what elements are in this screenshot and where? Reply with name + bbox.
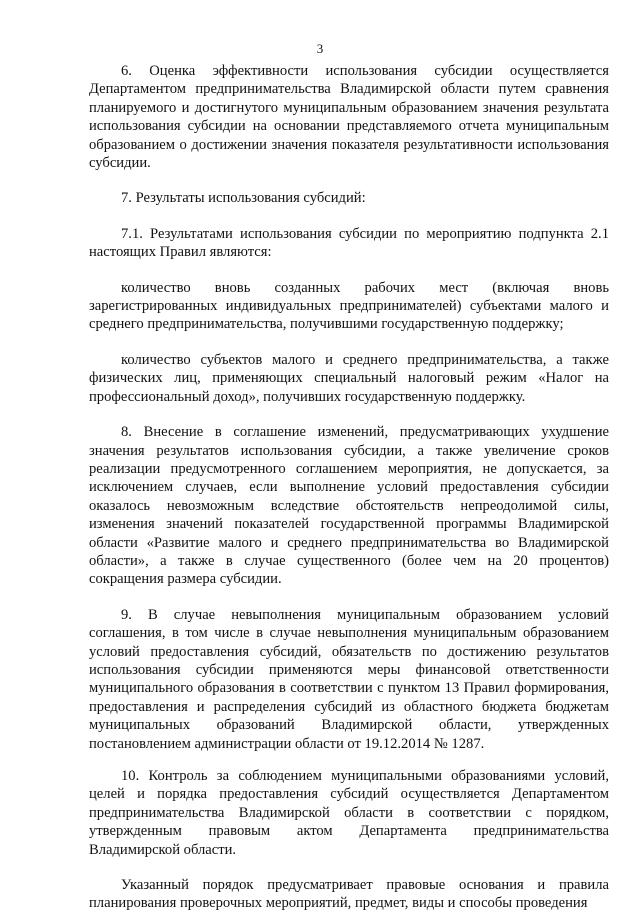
paragraph-supported-entities: количество субъектов малого и среднего предпринимательства, а также физических лиц, применяющих специальный налоговый режим «Налог на профессиональный доход», получивших государственную поддержку. — [89, 351, 609, 405]
paragraph-9-non-fulfillment: 9. В случае невыполнения муниципальным образованием условий соглашения, в том числе в случае невыполнения муниципальным образованием условий предоставления субсидий, обязательств по достижению результатов использования субсидии применяются меры финансовой ответственности муниципального образования в соответствии с пунктом 13 Правил формирования, предоставления и распределения субсидий из областного бюджета бюджетам муниципальных образований Владимирской области, утвержденных постановлением администрации области от 19.12.2014 № 1287. — [89, 606, 609, 752]
page-number: 3 — [316, 41, 324, 56]
paragraph-new-jobs: количество вновь созданных рабочих мест (включая вновь зарегистрированных индивидуальных предпринимателей) субъектами малого и среднего предпринимательства, получившими государственную поддержку; — [89, 279, 609, 333]
paragraph-10-control: 10. Контроль за соблюдением муниципальными образованиями условий, целей и порядка предоставления субсидий осуществляется Департаментом предпринимательства Владимирской области в соответствии с порядком, утвержденным правовым актом Департамента предпринимательства Владимирской области. — [89, 768, 609, 858]
paragraph-7-results-heading: 7. Результаты использования субсидий: — [121, 190, 366, 207]
paragraph-8-agreement-changes: 8. Внесение в соглашение изменений, предусматривающих ухудшение значения результатов использования субсидии, а также увеличение сроков реализации предусмотренного соглашением мероприятия, не допускается, за исключением случаев, если выполнение условий предоставления субсидии оказалось невозможным вследствие обстоятельств непреодолимой силы, изменения значений показателей государственной программы Владимирской области «Развитие малого и среднего предпринимательства во Владимирской области», а также в случае существенного (более чем на 20 процентов) сокращения размера субсидии. — [89, 424, 609, 588]
paragraph-7-1-results: 7.1. Результатами использования субсидии по мероприятию подпункта 2.1 настоящих Правил являются: — [89, 225, 609, 261]
paragraph-6-evaluation: 6. Оценка эффективности использования субсидии осуществляется Департаментом предпринимательства Владимирской области путем сравнения планируемого и достигнутого муниципальным образованием значения результата использования субсидии на основании представляемого отчета муниципальным образованием о достижении значения показателя результативности использования субсидии. — [89, 63, 609, 172]
paragraph-procedure: Указанный порядок предусматривает правовые основания и правила планирования проверочных мероприятий, предмет, виды и способы проведения — [89, 877, 609, 912]
document-body — [89, 62, 609, 913]
